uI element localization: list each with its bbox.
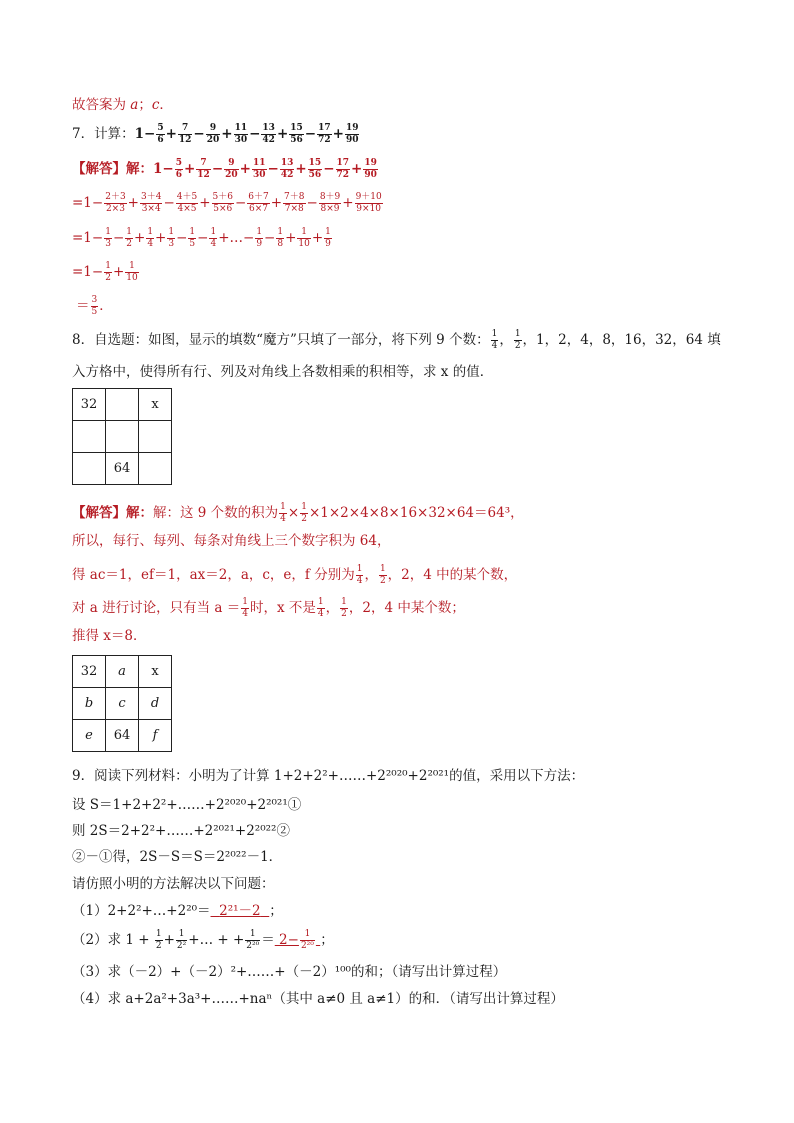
fraction: $\frac{1}{2}$ — [341, 597, 347, 619]
fraction: $\frac{9}{20}$ — [206, 123, 220, 145]
solution-8-l1-expr — [153, 502, 524, 524]
answer-a: a — [130, 97, 139, 113]
question-9-part-3: （3）求（－2）+（－2）²+……+（－2）¹⁰⁰的和；（请写出计算过程） — [72, 964, 507, 980]
q9-part2-text: （2）求 1 + — [72, 932, 150, 948]
expr-text: + — [221, 126, 233, 142]
expr-text: + — [134, 230, 146, 246]
solution-7-head: 【解答】解： — [72, 161, 153, 177]
answer-prefix: 故答案为 — [72, 97, 131, 113]
fraction: $\frac{1}{4}$ — [242, 597, 248, 619]
expr-text: + — [276, 126, 289, 142]
fraction: $\frac{1}{2}$ — [514, 329, 521, 351]
fraction: $\frac{9+10}{9\times 10}$ — [355, 192, 382, 214]
fraction: $\frac{13}{42}$ — [262, 123, 275, 145]
question-9-line-1: 9．阅读下列材料：小明为了计算 1+2+2²+……+2²⁰²⁰+2²⁰²¹的值，采用以下方法： — [72, 768, 585, 784]
grid2-cell: 32 — [73, 656, 106, 688]
previous-answer — [72, 97, 173, 113]
expr-text: − — [176, 230, 188, 246]
fraction: $\frac{5}{6}$ — [175, 158, 182, 180]
fraction: $\frac{15}{56}$ — [308, 158, 322, 180]
fraction: $\frac{4+5}{4\times 5}$ — [176, 192, 198, 214]
q9-part1-text: （1）2+2²+…+2²⁰＝ — [72, 903, 211, 919]
fraction: $\frac{19}{90}$ — [345, 123, 359, 145]
expr-text: + — [342, 195, 354, 211]
grid2-cell: 64 — [106, 720, 139, 752]
fraction: $\frac{1}{2}$ — [301, 502, 307, 524]
expr-text: ，2，4 中某个数； — [348, 600, 465, 616]
fraction: $\frac{3}{5}$ — [91, 295, 98, 317]
solution-8-head: 【解答】解： — [72, 505, 153, 521]
expr-text: + — [285, 230, 297, 246]
expr-text: + — [239, 161, 251, 177]
magic-square-grid — [72, 388, 172, 485]
expr-text: × — [287, 505, 300, 521]
expr-text: =1− — [72, 264, 104, 280]
expr-text: ， — [325, 600, 340, 616]
question-9-line-2: 设 S＝1+2+2²+……+2²⁰²⁰+2²⁰²¹① — [72, 797, 302, 813]
fraction: $\frac{11}{30}$ — [252, 158, 266, 180]
answer-c: c — [151, 97, 160, 113]
grid2-cell: a — [106, 656, 139, 688]
expr-text: − — [234, 195, 247, 211]
grid1-cell — [106, 389, 139, 421]
expr-text: + — [351, 161, 363, 177]
fraction: $\frac{6+7}{6\times 7}$ — [248, 192, 269, 214]
grid1-cell: 32 — [73, 389, 106, 421]
fraction: $\frac{8+9}{8\times 9}$ — [319, 192, 341, 214]
expr-text: − — [112, 230, 125, 246]
expr-text: +…− — [218, 230, 255, 246]
solution-8-line-4 — [72, 598, 465, 619]
expr-text: − — [304, 126, 317, 142]
fraction: $\frac{9}{20}$ — [225, 158, 238, 180]
fraction: $\frac{5}{6}$ — [157, 123, 164, 145]
question-9-line-4: ②－①得，2S－S＝S＝2²⁰²²－1． — [72, 849, 283, 865]
expr-text: − — [197, 230, 209, 246]
expr-text: + — [270, 195, 283, 211]
fraction: $\frac{1}{4}$ — [356, 564, 363, 586]
expr-text: 时，x 不是 — [250, 600, 316, 616]
fraction: $\frac{17}{72}$ — [318, 123, 331, 145]
expr-text: − — [249, 126, 261, 142]
expr-text: + — [199, 195, 211, 211]
expr-text: 1 — [134, 126, 144, 142]
fraction: $\frac{1}{4}$ — [210, 227, 217, 249]
grid2-cell: e — [73, 720, 106, 752]
expr-text: − — [211, 161, 224, 177]
solution-7-line-0 — [72, 159, 379, 180]
expr-text: − — [193, 126, 205, 142]
solution-7-expression — [153, 158, 379, 180]
expr-text: + — [183, 161, 196, 177]
fraction: $\frac{1}{4}$ — [317, 597, 324, 619]
fraction: $\frac{1}{2}$ — [379, 564, 386, 586]
fraction: $\frac{1}{4}$ — [147, 227, 154, 249]
expr-text: 得 ac＝1，ef＝1，ax＝2，a，c，e，f 分别为 — [72, 567, 355, 583]
expr-text: − — [264, 230, 276, 246]
grid2-cell: f — [139, 720, 172, 752]
solution-8-line-2: 所以，每行、每列、每条对角线上三个数字积为 64， — [72, 533, 391, 549]
expr-text: + — [155, 230, 167, 246]
expr-text: − — [267, 161, 279, 177]
solution-7-line-3 — [72, 262, 140, 283]
fraction: $\frac{1}{9}$ — [256, 227, 263, 249]
expr-text: 解：这 9 个数的积为 — [153, 505, 279, 521]
grid1-cell — [73, 421, 106, 453]
fraction: $\frac{11}{30}$ — [234, 123, 248, 145]
expr-text: + — [332, 126, 344, 142]
fraction: $\frac{1}{3}$ — [168, 227, 175, 249]
fraction: $\frac{1}{8}$ — [277, 227, 284, 249]
answer-sep: ； — [138, 97, 152, 113]
fraction: $\frac{7}{12}$ — [178, 123, 192, 145]
q7-label: 7．计算： — [72, 126, 135, 142]
grid2-cell: d — [139, 688, 172, 720]
fraction: $\frac{1}{10}$ — [126, 261, 138, 283]
expr-text: − — [323, 161, 335, 177]
expr-text: + — [112, 264, 125, 280]
grid1-cell — [139, 453, 172, 485]
fraction: $\frac{17}{72}$ — [336, 158, 350, 180]
fraction: $\frac{15}{56}$ — [290, 123, 303, 145]
expr-text: − — [306, 195, 318, 211]
grid1-cell — [106, 421, 139, 453]
expr-text: ，2，4 中的某个数， — [387, 567, 518, 583]
expr-text: + — [311, 230, 324, 246]
fraction: $\frac{3+4}{3\times 4}$ — [140, 192, 162, 214]
solution-8-line-5: 推得 x＝8． — [72, 628, 147, 644]
question-9-line-5: 请仿照小明的方法解决以下问题： — [72, 876, 275, 892]
q9-part1-answer — [211, 903, 270, 919]
grid1-cell — [139, 421, 172, 453]
fraction: $\frac{1}{4}$ — [491, 329, 498, 351]
expr-text: − — [162, 161, 174, 177]
question-8-line-1 — [72, 330, 721, 351]
expr-text: 对 a 进行讨论，只有当 a ＝ — [72, 600, 241, 616]
expr-text: + — [127, 195, 139, 211]
fraction: $\frac{7+8}{7\times 8}$ — [284, 192, 305, 214]
expr-text: =1− — [72, 195, 104, 211]
solution-8-line-1 — [72, 503, 524, 524]
grid1-cell: 64 — [106, 453, 139, 485]
fraction: $\frac{1}{9}$ — [325, 227, 331, 249]
expr-text: ＝ — [76, 298, 90, 314]
fraction: $\frac{1}{2}$ — [126, 227, 132, 249]
question-9-line-3: 则 2S＝2+2²+……+2²⁰²¹+2²⁰²²② — [72, 823, 290, 839]
solution-7-line-4 — [76, 296, 113, 317]
solution-grid — [72, 655, 172, 752]
grid1-cell: x — [139, 389, 172, 421]
expr-text: =1− — [72, 230, 104, 246]
expr-text: 1 — [153, 161, 163, 177]
answer-end: ． — [159, 97, 173, 113]
solution-8-line-3 — [72, 565, 517, 586]
expr-text: ×1×2×4×8×16×32×64＝64³， — [308, 505, 524, 521]
question-9-part-4: （4）求 a+2a²+3a³+……+naⁿ（其中 a≠0 且 a≠1）的和．（请写出计算过程） — [72, 991, 564, 1007]
solution-7-line-1 — [72, 193, 384, 214]
expr-text: 8．自选题：如图，显示的填数“魔方”只填了一部分，将下列 9 个数： — [72, 332, 490, 348]
fraction: $\frac{13}{42}$ — [280, 158, 294, 180]
expr-text: + — [295, 161, 307, 177]
grid1-cell — [73, 453, 106, 485]
fraction: $\frac{19}{90}$ — [364, 158, 377, 180]
fraction: $\frac{1}{5}$ — [189, 227, 196, 249]
grid2-cell: x — [139, 656, 172, 688]
expr-text: + — [165, 126, 177, 142]
question-9-part-2: （2）求 1 + $\frac{1}{2}$ + $\frac{1}{\text{2²}}$ +… + + $\frac{1}{\text{2²⁰}}$ ＝ 2− $\frac{1}{\text{2²⁰}}$ ； — [72, 929, 334, 951]
question-9-part-1: （1）2+2²+…+2²⁰＝ 2²¹－2 ； — [72, 903, 283, 919]
expr-text: ， — [499, 332, 513, 348]
expr-text: − — [163, 195, 175, 211]
fraction: $\frac{1}{4}$ — [280, 502, 286, 524]
fraction: $\frac{1}{10}$ — [298, 227, 310, 249]
grid2-cell: c — [106, 688, 139, 720]
fraction: $\frac{7}{12}$ — [197, 158, 210, 180]
fraction: $\frac{1}{2}$ — [105, 261, 111, 283]
expr-text: ，1，2，4，8，16，32，64 填 — [522, 332, 721, 348]
grid2-cell: b — [73, 688, 106, 720]
q9-part1-answer-value: 2²¹－2 — [219, 903, 261, 919]
q7-expression — [134, 123, 361, 145]
question-7 — [72, 124, 360, 145]
fraction: $\frac{1}{3}$ — [105, 227, 111, 249]
expr-text: ． — [99, 298, 113, 314]
expr-text: − — [144, 126, 156, 142]
expr-text: ， — [364, 567, 378, 583]
question-8-line-2: 入方格中，使得所有行、列及对角线上各数相乘的积相等，求 x 的值． — [72, 364, 494, 380]
fraction: $\frac{2+3}{2\times 3}$ — [105, 192, 126, 214]
solution-7-line-2 — [72, 228, 333, 249]
fraction: $\frac{5+6}{5\times 6}$ — [212, 192, 233, 214]
